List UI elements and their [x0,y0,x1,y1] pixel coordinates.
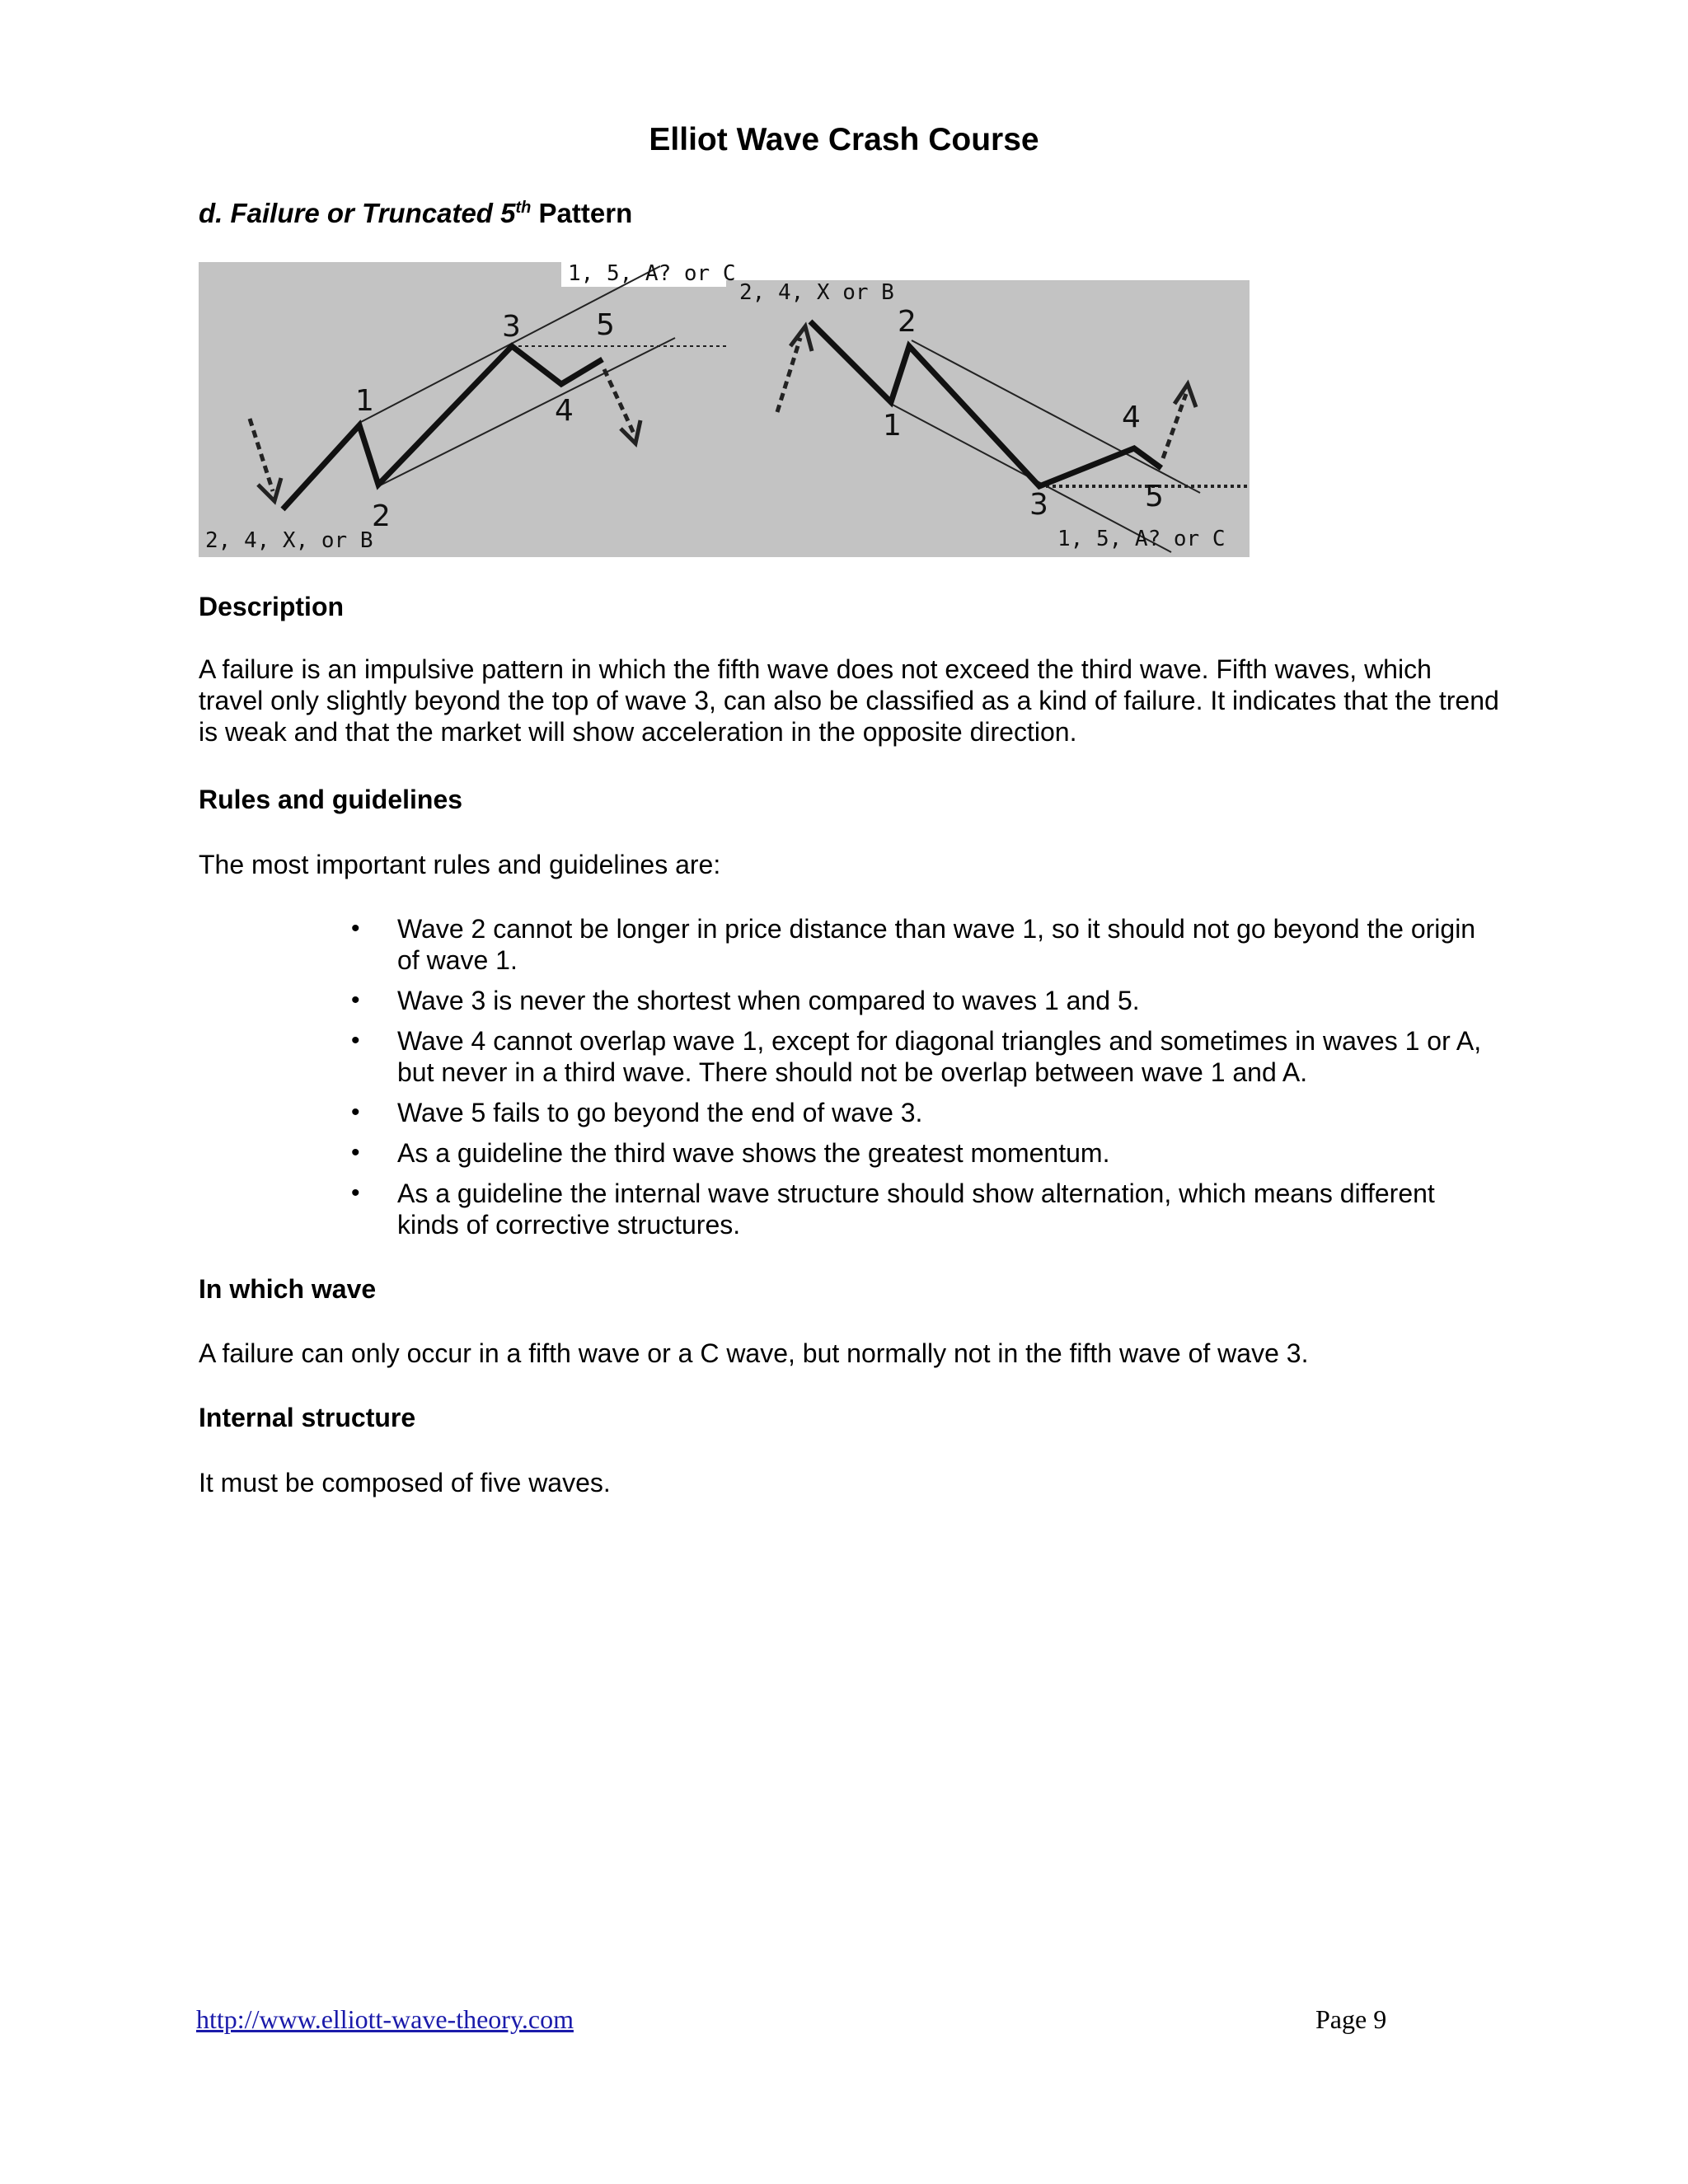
list-item [351,1137,1485,1169]
right-bottom-label: 1, 5, A? or C [1057,527,1226,551]
which-wave-text: A failure can only occur in a fifth wave or a C wave, but normally not in the fifth wave of wave 3. [199,1338,1309,1368]
left-panel-bg [199,262,726,557]
rules-list [351,913,1485,1249]
which-wave-heading: In which wave [199,1274,377,1304]
left-wave-3-label: 3 [502,310,521,344]
list-item-text: Wave 4 cannot overlap wave 1, except for diagonal triangles and sometimes in waves 1 or A, but never in a third wave. There should not be overlap between wave 1 and A. [397,1026,1482,1087]
right-wave-1-label: 1 [883,409,902,443]
right-wave-4-label: 4 [1122,401,1141,434]
description-text: A failure is an impulsive pattern in which the fifth wave does not exceed the third wave. Fifth waves, which travel only slightly beyond the top of wave 3, can also be classified as a kind of failure. It indicates that the trend is weak and that the market will show acceleration in the opposite direction. [199,654,1499,747]
section-heading-sup: th [515,199,532,217]
section-heading-prefix: d. Failure or Truncated 5 [199,198,516,228]
right-wave-3-label: 3 [1029,488,1048,522]
left-bottom-label: 2, 4, X, or B [205,528,373,553]
list-item [351,913,1485,976]
rules-heading: Rules and guidelines [199,785,463,814]
list-item-text: Wave 2 cannot be longer in price distance than wave 1, so it should not go beyond the origin of wave 1. [397,914,1476,975]
bullet-glyph: • [351,915,360,942]
wave-pattern-figure [199,262,1250,557]
bullet-glyph: • [351,1027,360,1054]
left-wave-5-label: 5 [596,308,615,342]
left-wave-2-label: 2 [372,499,391,533]
right-wave-5-label: 5 [1145,480,1164,513]
list-item-text: As a guideline the third wave shows the greatest momentum. [397,1138,1110,1168]
left-wave-4-label: 4 [555,394,574,428]
bullet-glyph: • [351,1179,360,1207]
footer-link[interactable]: http://www.elliott-wave-theory.com [196,2004,574,2034]
bullet-glyph: • [351,1099,360,1126]
section-heading-suffix: Pattern [531,198,633,228]
internal-structure-text: It must be composed of five waves. [199,1468,611,1497]
list-item [351,1178,1485,1240]
page-title: Elliot Wave Crash Course [649,122,1039,157]
list-item-text: As a guideline the internal wave structure should show alternation, which means different kinds of corrective structures. [397,1179,1435,1240]
right-panel-label-box [726,262,924,280]
list-item-text: Wave 3 is never the shortest when compared to waves 1 and 5. [397,986,1140,1015]
right-top-label: 2, 4, X or B [739,280,894,305]
list-item [351,985,1485,1016]
list-item [351,1097,1485,1128]
description-heading: Description [199,592,345,621]
left-top-label: 1, 5, A? or C [568,262,736,286]
section-heading [199,198,632,229]
rules-intro: The most important rules and guidelines are: [199,850,721,879]
left-wave-1-label: 1 [355,384,374,418]
page-number: Page 9 [1315,2004,1387,2034]
list-item [351,1025,1485,1088]
internal-structure-heading: Internal structure [199,1403,416,1432]
bullet-glyph: • [351,987,360,1014]
right-panel-bg [726,280,1250,557]
bullet-glyph: • [351,1139,360,1166]
list-item-text: Wave 5 fails to go beyond the end of wave 3. [397,1098,923,1127]
right-wave-2-label: 2 [898,305,917,339]
